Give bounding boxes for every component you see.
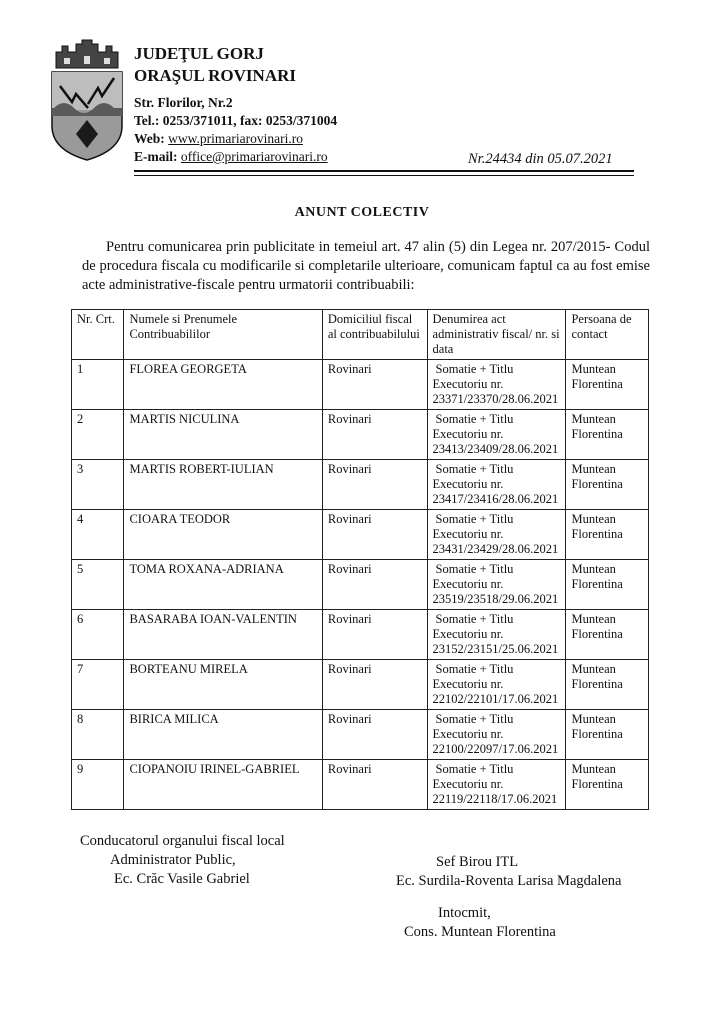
- cell-contact: [566, 460, 649, 510]
- cell-contact: [566, 610, 649, 660]
- cell-nr: 4: [72, 510, 124, 560]
- table-row: [72, 460, 649, 510]
- header-rule-thick: [134, 170, 634, 172]
- act-subtitle: Executoriu nr.: [432, 477, 504, 491]
- email-label: E-mail:: [134, 149, 178, 164]
- header-domicile: Domiciliul fiscal al contribuabilului: [322, 310, 427, 360]
- act-type: Somatie + Titlu: [435, 712, 514, 726]
- registration-number: Nr.24434 din 05.07.2021: [468, 151, 613, 167]
- act-number: 22100/22097/17.06.2021: [432, 742, 559, 756]
- act-number: 22102/22101/17.06.2021: [432, 692, 559, 706]
- cell-nr: 8: [72, 710, 124, 760]
- contact-firstname: Florentina: [571, 477, 623, 491]
- cell-contact: [566, 710, 649, 760]
- contact-surname: Muntean: [571, 462, 616, 476]
- cell-name: MARTIS NICULINA: [124, 410, 322, 460]
- act-type: Somatie + Titlu: [435, 762, 514, 776]
- sig-left-title: Administrator Public,: [110, 852, 236, 868]
- contact-surname: Muntean: [571, 762, 616, 776]
- contact-firstname: Florentina: [571, 427, 623, 441]
- act-subtitle: Executoriu nr.: [432, 427, 504, 441]
- act-type: Somatie + Titlu: [435, 362, 514, 376]
- cell-nr: 6: [72, 610, 124, 660]
- act-type: Somatie + Titlu: [435, 662, 514, 676]
- header-act: Denumirea act administrativ fiscal/ nr. si data: [427, 310, 566, 360]
- document-title: ANUNT COLECTIV: [294, 205, 430, 220]
- act-number: 23431/23429/28.06.2021: [432, 542, 559, 556]
- act-number: 23371/23370/28.06.2021: [432, 392, 559, 406]
- table-header-row: [72, 310, 649, 360]
- contact-firstname: Florentina: [571, 577, 623, 591]
- act-subtitle: Executoriu nr.: [432, 577, 504, 591]
- contact-firstname: Florentina: [571, 777, 623, 791]
- act-number: 23519/23518/29.06.2021: [432, 592, 559, 606]
- cell-nr: 2: [72, 410, 124, 460]
- table-row: [72, 510, 649, 560]
- act-type: Somatie + Titlu: [435, 462, 514, 476]
- cell-contact: [566, 760, 649, 810]
- cell-domicile: Rovinari: [322, 560, 427, 610]
- sig-right-name: Ec. Surdila-Roventa Larisa Magdalena: [396, 873, 622, 889]
- cell-domicile: Rovinari: [322, 660, 427, 710]
- cell-nr: 9: [72, 760, 124, 810]
- cell-contact: [566, 360, 649, 410]
- email-link[interactable]: office@primariarovinari.ro: [180, 149, 328, 164]
- contact-surname: Muntean: [571, 412, 616, 426]
- cell-domicile: Rovinari: [322, 760, 427, 810]
- act-number: 23413/23409/28.06.2021: [432, 442, 559, 456]
- cell-contact: [566, 510, 649, 560]
- header-nr: Nr. Crt.: [72, 310, 124, 360]
- cell-act: [427, 460, 566, 510]
- cell-act: [427, 510, 566, 560]
- table-row: [72, 610, 649, 660]
- act-subtitle: Executoriu nr.: [432, 377, 504, 391]
- cell-name: TOMA ROXANA-ADRIANA: [124, 560, 322, 610]
- contact-firstname: Florentina: [571, 677, 623, 691]
- cell-nr: 1: [72, 360, 124, 410]
- contact-firstname: Florentina: [571, 377, 623, 391]
- cell-act: [427, 560, 566, 610]
- header-name: Numele si Prenumele Contribuabililor: [124, 310, 322, 360]
- contact-surname: Muntean: [571, 662, 616, 676]
- taxpayers-table: [71, 309, 649, 810]
- cell-name: BORTEANU MIRELA: [124, 660, 322, 710]
- cell-domicile: Rovinari: [322, 360, 427, 410]
- cell-nr: 7: [72, 660, 124, 710]
- cell-name: BASARABA IOAN-VALENTIN: [124, 610, 322, 660]
- table-row: [72, 710, 649, 760]
- coat-of-arms-icon: [46, 38, 128, 162]
- web-label: Web:: [134, 131, 165, 146]
- act-type: Somatie + Titlu: [435, 512, 514, 526]
- cell-act: [427, 710, 566, 760]
- intro-paragraph: Pentru comunicarea prin publicitate in temeiul art. 47 alin (5) din Legea nr. 207/2015- Codul de procedura fiscala cu modificarile si completarile ulterioare, comunicam faptul ca au fost emise acte administrative-fiscale pentru urmatorii contribuabili:: [82, 239, 650, 293]
- address: Str. Florilor, Nr.2: [134, 95, 233, 110]
- contact-firstname: Florentina: [571, 727, 623, 741]
- sig-left-role: Conducatorul organului fiscal local: [80, 833, 285, 849]
- table-row: [72, 560, 649, 610]
- cell-nr: 5: [72, 560, 124, 610]
- sig-right-role: Sef Birou ITL: [436, 854, 519, 870]
- cell-domicile: Rovinari: [322, 460, 427, 510]
- act-subtitle: Executoriu nr.: [432, 777, 504, 791]
- cell-act: [427, 410, 566, 460]
- contact-firstname: Florentina: [571, 627, 623, 641]
- cell-nr: 3: [72, 460, 124, 510]
- contact-firstname: Florentina: [571, 527, 623, 541]
- act-number: 23417/23416/28.06.2021: [432, 492, 559, 506]
- email-line: [134, 148, 328, 166]
- table-row: [72, 410, 649, 460]
- act-subtitle: Executoriu nr.: [432, 627, 504, 641]
- cell-act: [427, 760, 566, 810]
- cell-name: BIRICA MILICA: [124, 710, 322, 760]
- county-name: JUDEŢUL GORJ: [134, 44, 264, 63]
- phone-fax: Tel.: 0253/371011, fax: 0253/371004: [134, 113, 338, 128]
- act-subtitle: Executoriu nr.: [432, 677, 504, 691]
- cell-name: MARTIS ROBERT-IULIAN: [124, 460, 322, 510]
- cell-contact: [566, 560, 649, 610]
- contact-surname: Muntean: [571, 562, 616, 576]
- act-type: Somatie + Titlu: [435, 612, 514, 626]
- cell-name: CIOPANOIU IRINEL-GABRIEL: [124, 760, 322, 810]
- cell-act: [427, 610, 566, 660]
- cell-domicile: Rovinari: [322, 510, 427, 560]
- cell-contact: [566, 410, 649, 460]
- table-row: [72, 760, 649, 810]
- table-row: [72, 360, 649, 410]
- header-rule-thin: [134, 175, 634, 176]
- sig-prepared-label: Intocmit,: [438, 905, 491, 921]
- table-row: [72, 660, 649, 710]
- act-subtitle: Executoriu nr.: [432, 727, 504, 741]
- header-contact: Persoana de contact: [566, 310, 649, 360]
- act-number: 22119/22118/17.06.2021: [432, 792, 558, 806]
- act-type: Somatie + Titlu: [435, 412, 514, 426]
- web-line: [134, 130, 303, 148]
- cell-domicile: Rovinari: [322, 410, 427, 460]
- cell-name: CIOARA TEODOR: [124, 510, 322, 560]
- cell-name: FLOREA GEORGETA: [124, 360, 322, 410]
- contact-surname: Muntean: [571, 512, 616, 526]
- town-name: ORAŞUL ROVINARI: [134, 66, 296, 85]
- sig-left-name: Ec. Crăc Vasile Gabriel: [114, 871, 250, 887]
- sig-prepared-name: Cons. Muntean Florentina: [404, 924, 556, 940]
- act-subtitle: Executoriu nr.: [432, 527, 504, 541]
- contact-surname: Muntean: [571, 612, 616, 626]
- cell-contact: [566, 660, 649, 710]
- cell-act: [427, 360, 566, 410]
- cell-domicile: Rovinari: [322, 710, 427, 760]
- contact-surname: Muntean: [571, 362, 616, 376]
- contact-surname: Muntean: [571, 712, 616, 726]
- web-link[interactable]: www.primariarovinari.ro: [168, 131, 303, 146]
- cell-domicile: Rovinari: [322, 610, 427, 660]
- act-number: 23152/23151/25.06.2021: [432, 642, 559, 656]
- cell-act: [427, 660, 566, 710]
- act-type: Somatie + Titlu: [435, 562, 514, 576]
